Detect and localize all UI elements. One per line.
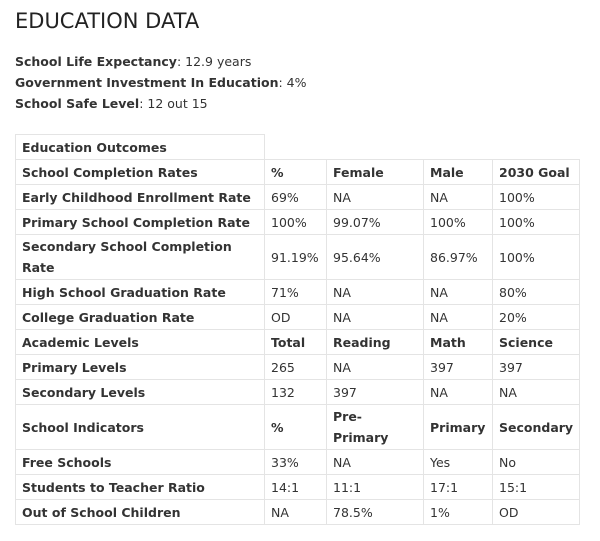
table-row: [16, 355, 580, 380]
header-cell: Academic Levels: [16, 330, 265, 355]
cell: 20%: [493, 305, 580, 330]
table-row: [16, 280, 580, 305]
cell: NA: [265, 500, 327, 525]
cell: NA: [424, 185, 493, 210]
cell: 95.64%: [327, 235, 424, 280]
cell: 100%: [424, 210, 493, 235]
cell: 99.07%: [327, 210, 424, 235]
cell: NA: [493, 380, 580, 405]
header-cell: Secondary: [493, 405, 580, 450]
cell: 17:1: [424, 475, 493, 500]
header-cell: School Completion Rates: [16, 160, 265, 185]
cell: Yes: [424, 450, 493, 475]
academic-header-row: [16, 330, 580, 355]
summary-investment: Government Investment In Education: 4%: [15, 75, 307, 90]
cell: 15:1: [493, 475, 580, 500]
header-cell: %: [265, 160, 327, 185]
completion-header-row: [16, 160, 580, 185]
cell: 397: [424, 355, 493, 380]
outcomes-header: Education Outcomes: [16, 135, 265, 160]
cell: NA: [327, 450, 424, 475]
row-label: Secondary School Completion Rate: [16, 235, 265, 280]
summary-safe-level: School Safe Level: 12 out 15: [15, 96, 208, 111]
table-row: [16, 210, 580, 235]
blank-cell: [265, 135, 580, 160]
header-cell: Female: [327, 160, 424, 185]
row-label: Out of School Children: [16, 500, 265, 525]
summary-label: School Life Expectancy: [15, 54, 177, 69]
page-title: EDUCATION DATA: [15, 9, 200, 33]
summary-value: 4%: [286, 75, 307, 90]
cell: 80%: [493, 280, 580, 305]
cell: 69%: [265, 185, 327, 210]
cell: 100%: [265, 210, 327, 235]
summary-value: 12 out 15: [147, 96, 208, 111]
row-label: Secondary Levels: [16, 380, 265, 405]
header-cell: Primary: [424, 405, 493, 450]
summary-block: [15, 51, 600, 114]
cell: 11:1: [327, 475, 424, 500]
cell: NA: [327, 355, 424, 380]
cell: NA: [424, 280, 493, 305]
cell: 14:1: [265, 475, 327, 500]
row-label: Primary Levels: [16, 355, 265, 380]
cell: 91.19%: [265, 235, 327, 280]
cell: OD: [493, 500, 580, 525]
header-cell: Pre-Primary: [327, 405, 424, 450]
summary-label: School Safe Level: [15, 96, 140, 111]
cell: 397: [327, 380, 424, 405]
header-cell: Math: [424, 330, 493, 355]
cell: 71%: [265, 280, 327, 305]
header-cell: School Indicators: [16, 405, 265, 450]
cell: 78.5%: [327, 500, 424, 525]
cell: NA: [327, 305, 424, 330]
row-label: High School Graduation Rate: [16, 280, 265, 305]
header-cell: Male: [424, 160, 493, 185]
header-cell: Science: [493, 330, 580, 355]
cell: 265: [265, 355, 327, 380]
cell: NA: [424, 380, 493, 405]
cell: No: [493, 450, 580, 475]
summary-value: 12.9 years: [185, 54, 252, 69]
table-row: [16, 500, 580, 525]
table-row: [16, 185, 580, 210]
cell: 132: [265, 380, 327, 405]
cell: 1%: [424, 500, 493, 525]
education-table: [15, 134, 580, 525]
cell: NA: [327, 185, 424, 210]
header-cell: %: [265, 405, 327, 450]
summary-life-expectancy: School Life Expectancy: 12.9 years: [15, 54, 252, 69]
cell: 100%: [493, 210, 580, 235]
cell: 33%: [265, 450, 327, 475]
table-row: [16, 305, 580, 330]
indicators-header-row: [16, 405, 580, 450]
table-row: [16, 475, 580, 500]
header-cell: Reading: [327, 330, 424, 355]
table-row: [16, 450, 580, 475]
cell: 397: [493, 355, 580, 380]
cell: OD: [265, 305, 327, 330]
table-row: [16, 235, 580, 280]
summary-label: Government Investment In Education: [15, 75, 279, 90]
cell: 86.97%: [424, 235, 493, 280]
cell: NA: [424, 305, 493, 330]
cell: 100%: [493, 185, 580, 210]
row-label: Primary School Completion Rate: [16, 210, 265, 235]
header-cell: Total: [265, 330, 327, 355]
row-label: Early Childhood Enrollment Rate: [16, 185, 265, 210]
cell: 100%: [493, 235, 580, 280]
cell: NA: [327, 280, 424, 305]
table-row: [16, 380, 580, 405]
row-label: College Graduation Rate: [16, 305, 265, 330]
header-cell: 2030 Goal: [493, 160, 580, 185]
outcomes-header-row: [16, 135, 580, 160]
row-label: Free Schools: [16, 450, 265, 475]
row-label: Students to Teacher Ratio: [16, 475, 265, 500]
